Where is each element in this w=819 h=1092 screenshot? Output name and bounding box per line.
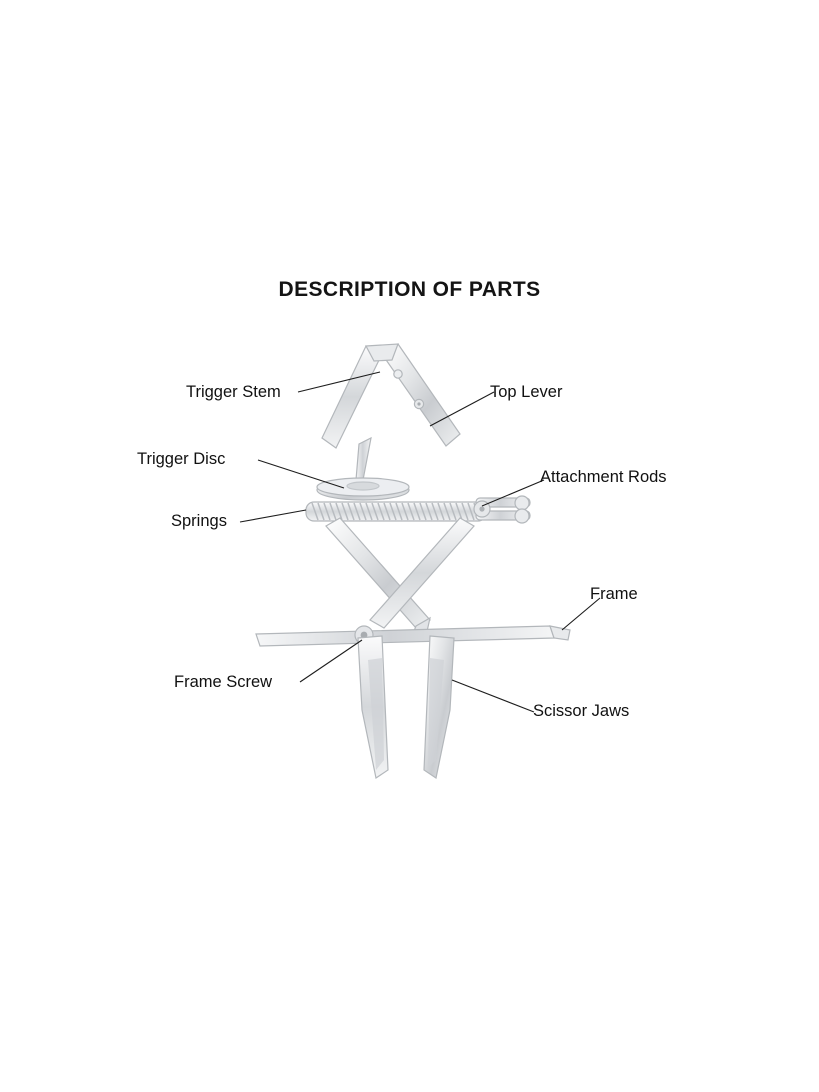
page-title: DESCRIPTION OF PARTS xyxy=(278,278,541,301)
parts-diagram xyxy=(130,330,730,850)
label-springs: Springs xyxy=(171,512,227,530)
label-frame-screw: Frame Screw xyxy=(174,673,273,691)
leader-trigger-disc xyxy=(258,460,344,488)
scissor-jaws-part xyxy=(358,636,454,778)
label-top-lever: Top Lever xyxy=(490,383,563,401)
label-trigger-stem: Trigger Stem xyxy=(186,383,281,401)
trigger-disc-part xyxy=(317,478,409,500)
label-trigger-disc: Trigger Disc xyxy=(137,450,226,468)
label-attachment-rods: Attachment Rods xyxy=(540,468,667,486)
label-frame: Frame xyxy=(590,585,638,603)
trigger-stem-part xyxy=(322,344,398,480)
leader-springs xyxy=(240,510,306,522)
top-lever-part xyxy=(382,344,460,446)
instrument-body xyxy=(256,344,570,778)
springs-part xyxy=(306,502,486,521)
instrument-illustration xyxy=(130,330,730,850)
leader-lines xyxy=(240,372,600,712)
leader-scissor-jaws xyxy=(452,680,534,712)
label-scissor-jaws: Scissor Jaws xyxy=(533,702,630,720)
frame-part xyxy=(256,626,570,646)
leader-frame-screw xyxy=(300,640,362,682)
crossing-arms xyxy=(326,518,474,636)
attachment-rods-part xyxy=(474,496,530,523)
